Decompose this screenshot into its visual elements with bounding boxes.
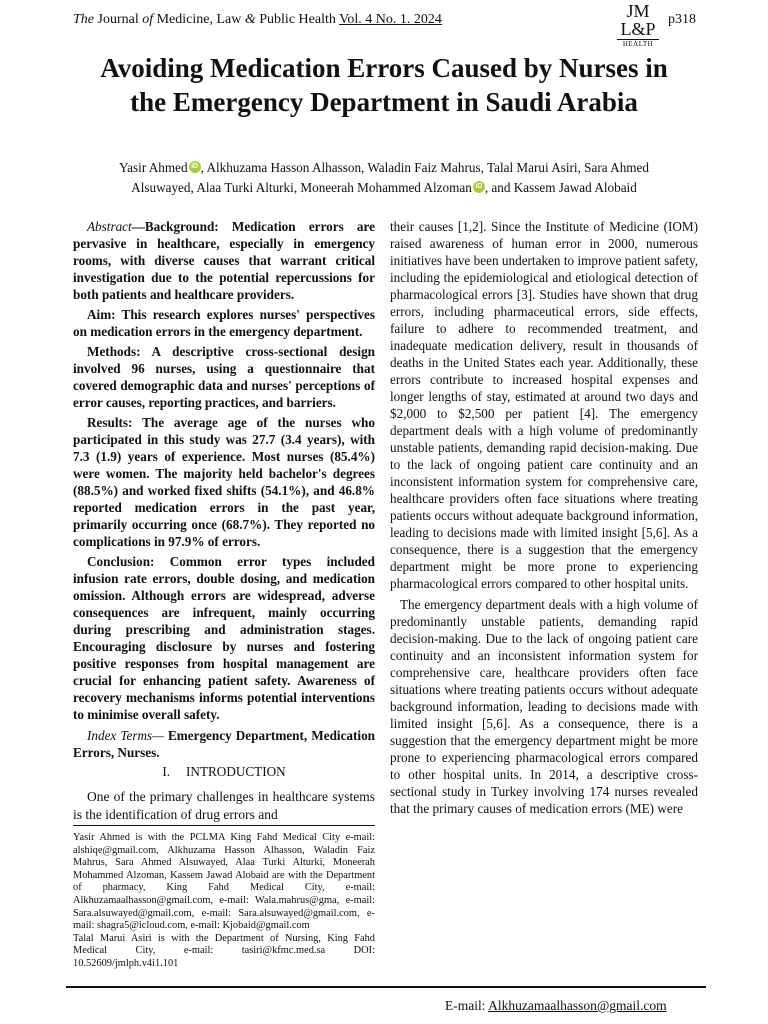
authors-part-3: , and Kassem Jawad Alobaid — [484, 180, 637, 195]
section-heading-introduction — [73, 763, 375, 780]
section-title: INTRODUCTION — [186, 764, 286, 779]
author-list — [96, 158, 672, 198]
journal-name — [73, 12, 442, 28]
footer-divider — [66, 986, 706, 988]
abstract — [73, 218, 375, 723]
journal-the: The — [73, 12, 94, 27]
intro-paragraph-1: their causes [1,2]. Since the Institute of Medicine (IOM) raised awareness of human error in 2000, numerous initiatives have been undertaken to improve patient safety, including the epidemiological and etiological detection of pharmacological errors [3]. Studies have shown that drug errors, including pharmaceutical errors, side effects, failure to adhere to recommended treatment, and inadequate medication delivery, result in thousands of deaths in the United States each year. Additionally, these errors contribute to increased hospital expenses and longer lengths of stay, estimated at around two days and $2,000 to $2,500 per patient [4]. The emergency department deals with a high volume of predominantly unstable patients, demanding rapid decision-making. Due to the lack of ongoing patient care continuity and an inconsistent information system for comprehensive care, healthcare providers often face situations where treating patients occurs without adequate background information, leading to decisions made with limited insight [5,6]. As a consequence, there is a suggestion that the emergency department might be more prone to experiencing pharmacological errors compared to other hospital units. — [390, 219, 698, 591]
email-link[interactable]: Alkhuzamaalhasson@gmail.com — [488, 998, 667, 1013]
volume-issue: Vol. 4 No. 1. 2024 — [339, 12, 442, 27]
footnotes — [73, 832, 375, 971]
logo-line-3: HEALTH — [617, 39, 659, 48]
section-number: I. — [162, 764, 171, 779]
index-terms-label: Index Terms— — [87, 728, 164, 743]
orcid-icon[interactable]: iD — [189, 161, 201, 173]
abstract-methods: Methods: A descriptive cross-sectional design involved 96 nurses, using a questionnaire that covered demographic data and nurses' perceptions of error causes, reporting practices, and barriers. — [73, 344, 375, 410]
footnote-affiliations: Yasir Ahmed is with the PCLMA King Fahd Medical City e-mail: alshiqe@gmail.com, Alkhuzama Hasson Alhasson, Waladin Faiz Mahrus, Sara Ahmed Alsuwayed, Alaa Turki Alturki, Moneerah Mohammed Alzoman, Kassem Jawad Alobaid are with the Department of pharmacy, King Fahd Medical City, e-mail: Alkhuzamaalhasson@gmail.com, e-mail: Wala.mahrus@gma, e-mail: Sara.alsuwayed@gmail.com, e-mail: Sara.alsuwayed@gmail.com, e-mail: shagra5@icloud.com, e-mail: Kjobaid@gmail.com — [73, 832, 375, 932]
abstract-conclusion: Conclusion: Common error types included infusion rate errors, double dosing, and medication omission. Although errors are widespread, adverse consequences are infrequent, mainly occurring during prescribing and administration stages. Encouraging disclosure by nurses and fostering positive responses from hospital management are crucial for enhancing patient safety. Awareness of recovery mechanisms informs potential interventions to minimise overall safety. — [73, 554, 375, 722]
intro-paragraph-2: The emergency department deals with a high volume of predominantly unstable patients, demanding rapid decision-making. Due to the lack of ongoing patient care continuity and an inconsistent information system for comprehensive care, healthcare providers often face situations where treating patients occurs without adequate background information, leading to decisions made with limited insight [5,6]. As a consequence, there is a suggestion that the emergency department might be more prone to experiencing pharmacological errors compared to other hospital units. In 2014, a descriptive cross-sectional study in Turkey involving 174 nurses revealed that the primary causes of medication errors (ME) were — [390, 597, 698, 816]
email-label: E-mail: — [445, 998, 489, 1013]
right-column — [390, 218, 698, 821]
footnote-divider — [73, 825, 375, 826]
authors-part-1: Yasir Ahmed — [118, 160, 188, 175]
abstract-background-text: —Background: Medication errors are pervasive in healthcare, especially in emergency rooms, with diverse causes that warrant critical investigation due to the potential repercussions for both patients and healthcare providers. — [73, 219, 375, 302]
index-terms-text: Emergency Department, Medication Errors, Nurses. — [73, 728, 376, 760]
intro-paragraph-start: One of the primary challenges in healthcare systems is the identification of drug errors and — [73, 789, 375, 822]
journal-logo — [617, 2, 659, 48]
journal-of: of — [142, 12, 154, 27]
index-terms — [73, 727, 375, 761]
authors-part-2: , Alkhuzama Hasson Alhasson, Waladin Faiz Mahrus, Talal Marui Asiri, Sara Ahmed Alsuwayed, Alaa Turki Alturki, Moneerah Mohammed Alzoman — [131, 160, 650, 195]
logo-line-2: L&P — [620, 19, 656, 39]
journal-medicine-law: Medicine, Law — [156, 12, 242, 27]
page-header — [0, 0, 768, 50]
page-number: p318 — [668, 12, 696, 27]
paper-title: Avoiding Medication Errors Caused by Nurses in the Emergency Department in Saudi Arabia — [100, 53, 668, 117]
journal-word: Journal — [97, 12, 139, 27]
footnote-nursing-doi: Talal Marui Asiri is with the Department of Nursing, King Fahd Medical City, e-mail: tasiri@kfmc.med.sa DOI: 10.52609/jmlph.v4i1.101 — [73, 932, 375, 969]
abstract-background — [73, 218, 375, 303]
journal-amp: & — [244, 12, 256, 27]
abstract-label: Abstract — [87, 219, 132, 234]
orcid-icon[interactable]: iD — [473, 181, 485, 193]
abstract-results: Results: The average age of the nurses who participated in this study was 27.7 (3.4 years), with 7.3 (1.9) years of experience. Most nurses (85.4%) were women. The majority held bachelor's degrees (88.5%) and worked fixed shifts (54.1%), and 46.8% reported medication errors in the past year, primarily occurring once (68.7%). They reported no complications in 97.9% of errors. — [73, 415, 375, 549]
journal-public-health: Public Health — [259, 12, 336, 27]
logo-line-1: JM — [626, 1, 650, 21]
footer-email — [445, 998, 667, 1014]
left-column — [73, 218, 375, 824]
abstract-aim: Aim: This research explores nurses' perspectives on medication errors in the emergency department. — [73, 307, 375, 339]
